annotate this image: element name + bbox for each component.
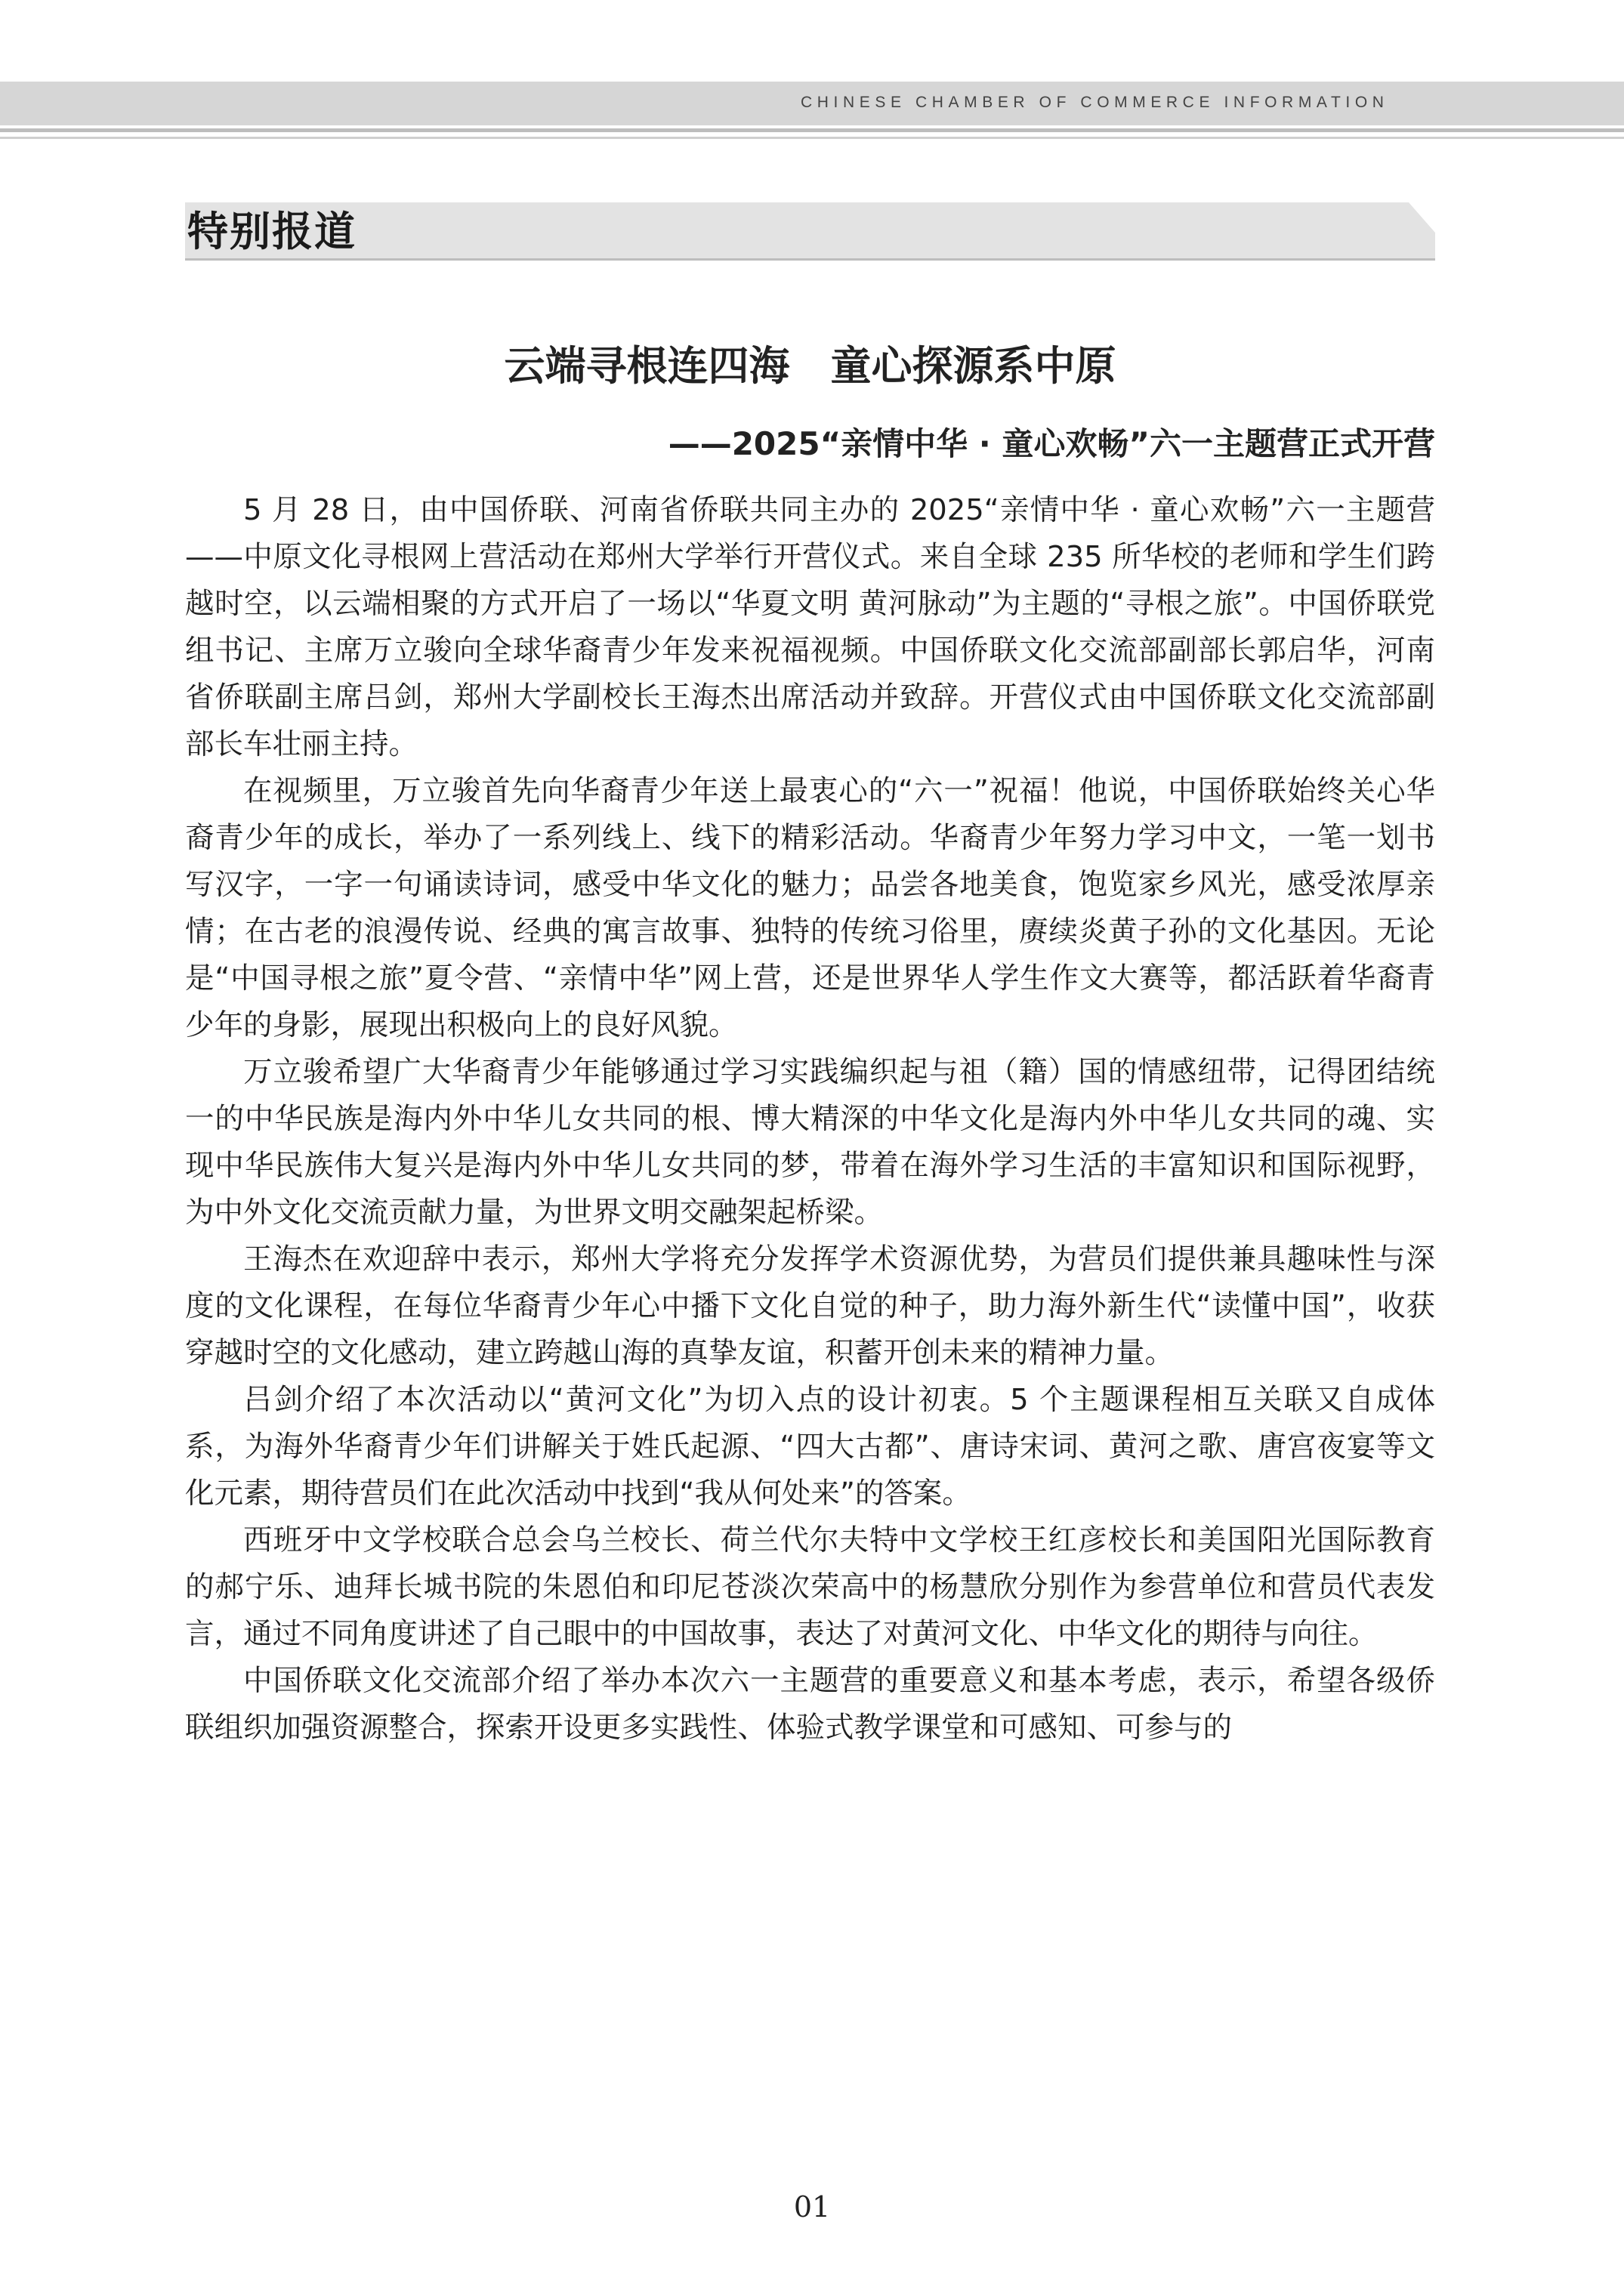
article-body <box>185 487 1435 1751</box>
paragraph: 万立骏希望广大华裔青少年能够通过学习实践编织起与祖（籍）国的情感纽带，记得团结统一的中华民族是海内外中华儿女共同的根、博大精深的中华文化是海内外中华儿女共同的魂、实现中华民族伟大复兴是海内外中华儿女共同的梦，带着在海外学习生活的丰富知识和国际视野，为中外文化交流贡献力量，为世界文明交融架起桥梁。 <box>185 1055 1435 1230</box>
paragraph: 5 月 28 日，由中国侨联、河南省侨联共同主办的 2025“亲情中华 · 童心欢畅”六一主题营——中原文化寻根网上营活动在郑州大学举行开营仪式。来自全球 235 所华校的老师和学生们跨越时空，以云端相聚的方式开启了一场以“华夏文明 黄河脉动”为主题的“寻根之旅”。中国侨联党组书记、主席万立骏向全球华裔青少年发来祝福视频。中国侨联文化交流部副部长郭启华，河南省侨联副主席吕剑，郑州大学副校长王海杰出席活动并致辞。开营仪式由中国侨联文化交流部副部长车壮丽主持。 <box>185 493 1435 761</box>
section-banner-rule <box>185 258 1435 261</box>
paragraph: 西班牙中文学校联合总会乌兰校长、荷兰代尔夫特中文学校王红彦校长和美国阳光国际教育的郝宁乐、迪拜长城书院的朱恩伯和印尼苍淡次荣高中的杨慧欣分别作为参营单位和营员代表发言，通过不同角度讲述了自己眼中的中国故事，表达了对黄河文化、中华文化的期待与向往。 <box>185 1523 1435 1651</box>
publication-name: CHINESE CHAMBER OF COMMERCE INFORMATION <box>801 94 1389 111</box>
article-subtitle: ——2025“亲情中华 · 童心欢畅”六一主题营正式开营 <box>668 425 1435 462</box>
section-banner <box>185 202 1435 258</box>
header-rule-thin <box>0 137 1624 139</box>
page-number: 01 <box>793 2190 831 2224</box>
article-title: 云端寻根连四海 童心探源系中原 <box>504 342 1116 390</box>
paragraph: 中国侨联文化交流部介绍了举办本次六一主题营的重要意义和基本考虑，表示，希望各级侨联组织加强资源整合，探索开设更多实践性、体验式教学课堂和可感知、可参与的 <box>185 1664 1435 1745</box>
section-title: 特别报道 <box>187 207 357 255</box>
paragraph: 吕剑介绍了本次活动以“黄河文化”为切入点的设计初衷。5 个主题课程相互关联又自成体系，为海外华裔青少年们讲解关于姓氏起源、“四大古都”、唐诗宋词、黄河之歌、唐宫夜宴等文化元素，期待营员们在此次活动中找到“我从何处来”的答案。 <box>185 1383 1435 1511</box>
paragraph: 在视频里，万立骏首先向华裔青少年送上最衷心的“六一”祝福！他说，中国侨联始终关心华裔青少年的成长，举办了一系列线上、线下的精彩活动。华裔青少年努力学习中文，一笔一划书写汉字，一字一句诵读诗词，感受中华文化的魅力；品尝各地美食，饱览家乡风光，感受浓厚亲情；在古老的浪漫传说、经典的寓言故事、独特的传统习俗里，赓续炎黄子孙的文化基因。无论是“中国寻根之旅”夏令营、“亲情中华”网上营，还是世界华人学生作文大赛等，都活跃着华裔青少年的身影，展现出积极向上的良好风貌。 <box>185 774 1435 1042</box>
paragraph: 王海杰在欢迎辞中表示，郑州大学将充分发挥学术资源优势，为营员们提供兼具趣味性与深度的文化课程，在每位华裔青少年心中播下文化自觉的种子，助力海外新生代“读懂中国”，收获穿越时空的文化感动，建立跨越山海的真挚友谊，积蓄开创未来的精神力量。 <box>185 1242 1435 1370</box>
header-rule <box>0 128 1624 132</box>
